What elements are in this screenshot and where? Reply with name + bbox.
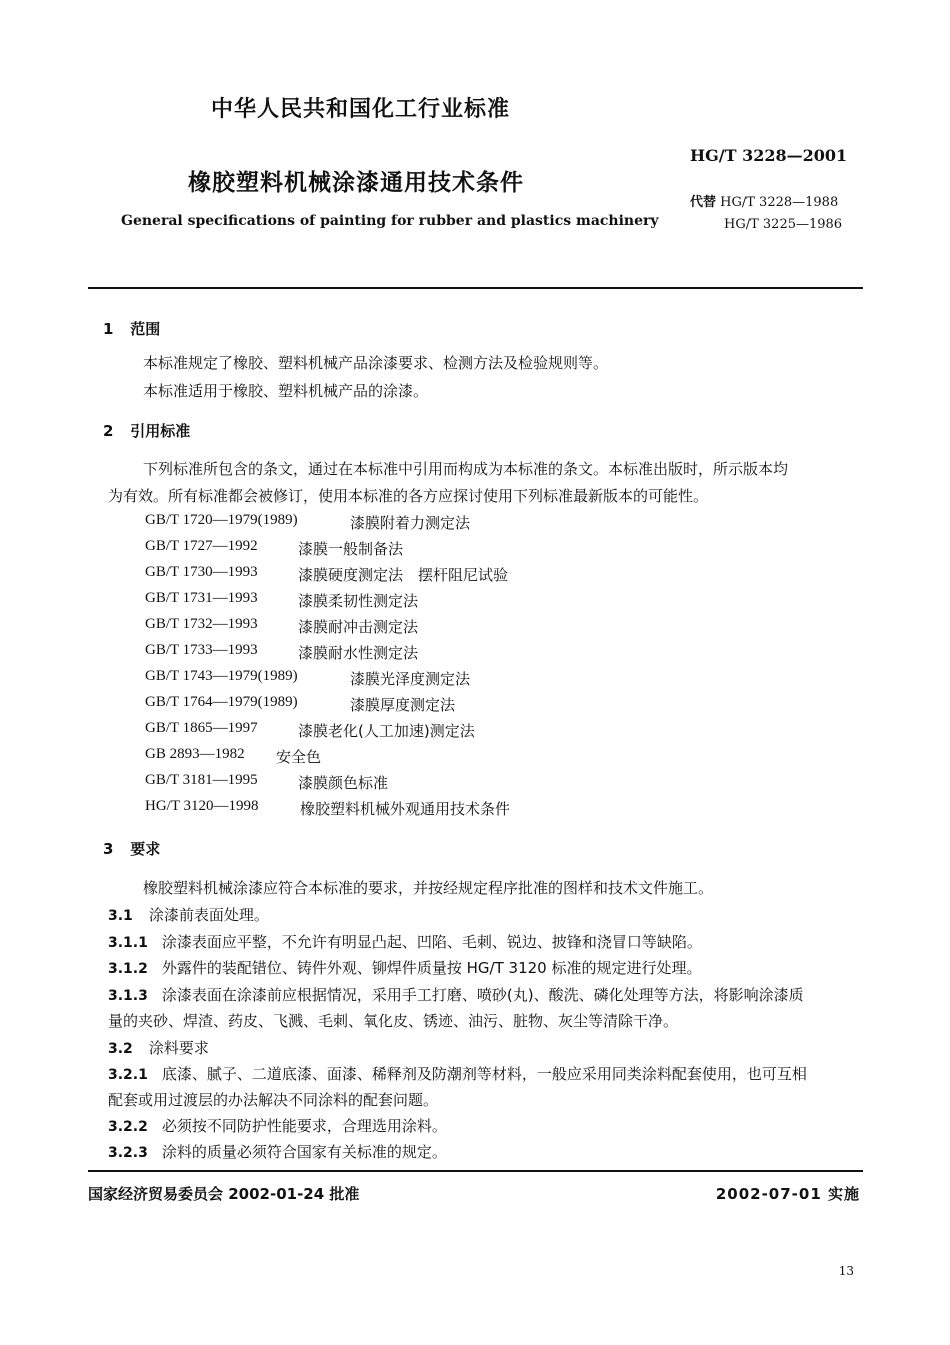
implementation-date: 2002-07-01 实施 [715, 1185, 860, 1203]
section-2-heading: 2 引用标准 [103, 422, 191, 440]
section-2-intro: 下列标准所包含的条文，通过在本标准中引用而构成为本标准的条文。本标准出版时，所示版本均 [143, 460, 789, 478]
clause-3-1-3-cont: 量的夹砂、焊渣、药皮、飞溅、毛刺、氧化皮、锈迹、油污、脏物、灰尘等清除干净。 [108, 1012, 679, 1030]
clause-3-1-1: 3.1.1 涂漆表面应平整，不允许有明显凸起、凹陷、毛刺、锐边、披锋和浇冒口等缺陷。 [108, 933, 702, 951]
clause-3-1-2: 3.1.2 外露件的装配错位、铸件外观、铆焊件质量按 HG/T 3120 标准的规定进行处理。 [108, 959, 702, 977]
approval-statement: 国家经济贸易委员会 2002-01-24 批准 [88, 1185, 360, 1203]
section-2-intro: 为有效。所有标准都会被修订，使用本标准的各方应探讨使用下列标准最新版本的可能性。 [108, 487, 709, 505]
section-1-para: 本标准规定了橡胶、塑料机械产品涂漆要求、检测方法及检验规则等。 [143, 354, 609, 372]
clause-3-2-2: 3.2.2 必须按不同防护性能要求，合理选用涂料。 [108, 1117, 447, 1135]
section-3-intro: 橡胶塑料机械涂漆应符合本标准的要求，并按经规定程序批准的图样和技术文件施工。 [143, 879, 714, 897]
replaced-standard: HG/T 3228—1988 [720, 195, 839, 210]
standard-code: HG/T 3228—2001 [690, 146, 848, 165]
section-1-para: 本标准适用于橡胶、塑料机械产品的涂漆。 [143, 382, 429, 400]
clause-3-2-1-cont: 配套或用过渡层的办法解决不同涂料的配套问题。 [108, 1091, 439, 1109]
section-1-heading: 1 范围 [103, 320, 161, 338]
clause-3-2-1: 3.2.1 底漆、腻子、二道底漆、面漆、稀释剂及防潮剂等材料，一般应采用同类涂料配套使用，也可互相 [108, 1065, 807, 1083]
replaces-block [690, 192, 842, 236]
clause-3-1: 3.1 涂漆前表面处理。 [108, 906, 269, 924]
replaced-standard: HG/T 3225—1986 [724, 217, 843, 232]
clause-3-1-3: 3.1.3 涂漆表面在涂漆前应根据情况，采用手工打磨、喷砂(丸)、酸洗、磷化处理等方法，将影响涂漆质 [108, 986, 804, 1004]
page-number: 13 [838, 1264, 854, 1278]
footer-divider [88, 1170, 863, 1172]
english-title: General specifications of painting for rubber and plastics machinery [121, 213, 659, 229]
issuing-organization: 中华人民共和国化工行业标准 [211, 97, 511, 122]
section-3-heading: 3 要求 [103, 840, 161, 858]
replaces-prefix: 代替 [690, 195, 717, 210]
clause-3-2: 3.2 涂料要求 [108, 1039, 209, 1057]
clause-3-2-3: 3.2.3 涂料的质量必须符合国家有关标准的规定。 [108, 1143, 447, 1161]
page-title: 橡胶塑料机械涂漆通用技术条件 [188, 170, 524, 196]
header-divider [88, 287, 863, 289]
